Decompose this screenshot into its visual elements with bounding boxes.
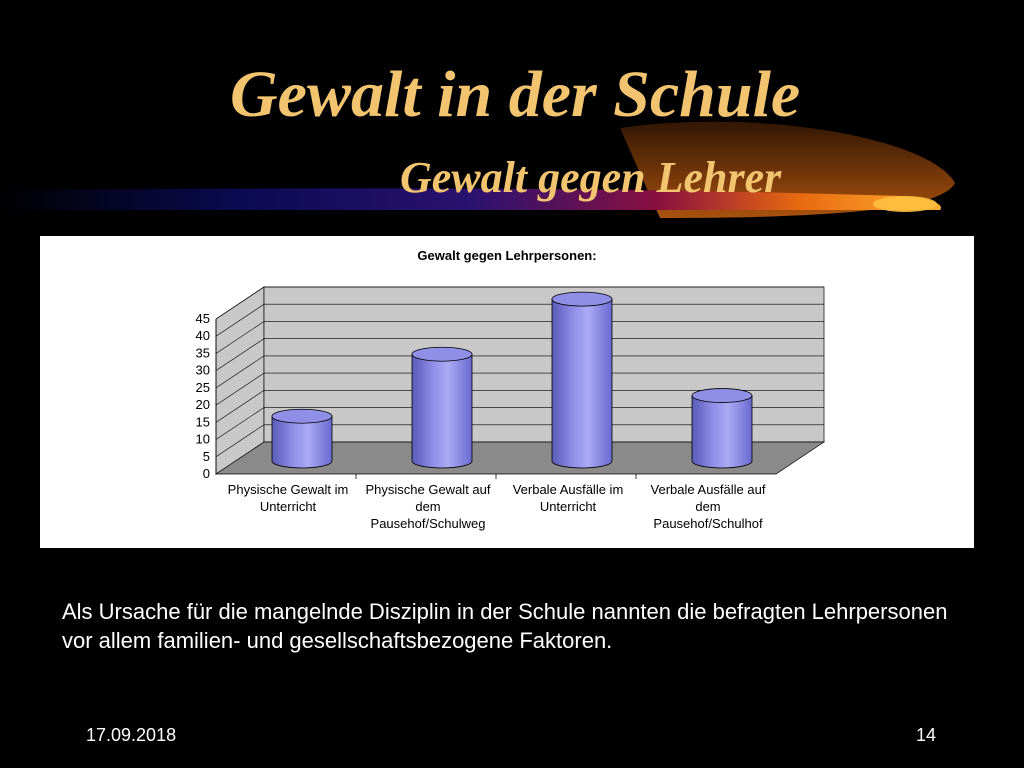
y-tick-label: 40	[195, 328, 210, 344]
category-label-3: Verbale Ausfälle im Unterricht	[512, 482, 624, 514]
bar-1-top	[272, 409, 332, 423]
chart-panel	[40, 236, 974, 548]
slide-title: Gewalt in der Schule	[230, 58, 801, 131]
y-tick-label: 0	[202, 466, 210, 481]
bar-3-top	[552, 292, 612, 306]
category-label-1: Physische Gewalt im Unterricht	[227, 482, 349, 514]
y-tick-label: 15	[195, 414, 210, 430]
bar-3-body	[552, 299, 612, 468]
footer-date: 17.09.2018	[86, 725, 177, 745]
slide-body-text: Als Ursache für die mangelnde Disziplin in der Schule nannten die befragten Lehrpersonen vor allem familien- und gesellschaftsbezogene Faktoren.	[62, 599, 948, 653]
y-tick-label: 45	[195, 311, 210, 326]
y-tick-label: 5	[202, 448, 210, 464]
bar-2-top	[412, 347, 472, 361]
y-tick-label: 10	[195, 431, 210, 447]
y-tick-label: 25	[195, 379, 210, 395]
category-label-2: Physische Gewalt auf dem Pausehof/Schulweg	[365, 482, 491, 531]
bar-4-top	[692, 389, 752, 403]
page-number: 14	[915, 725, 936, 745]
bar-2-body	[412, 354, 472, 468]
y-tick-label: 35	[195, 345, 210, 361]
y-tick-label: 20	[195, 397, 210, 413]
y-tick-label: 30	[195, 362, 210, 378]
bar-1-body	[272, 416, 332, 468]
slide-subtitle: Gewalt gegen Lehrer	[400, 153, 782, 202]
side-wall	[216, 287, 264, 474]
chart-title: Gewalt gegen Lehrpersonen:	[417, 248, 597, 263]
category-label-4: Verbale Ausfälle auf dem Pausehof/Schulhof	[650, 482, 766, 531]
bar-4-body	[692, 396, 752, 468]
